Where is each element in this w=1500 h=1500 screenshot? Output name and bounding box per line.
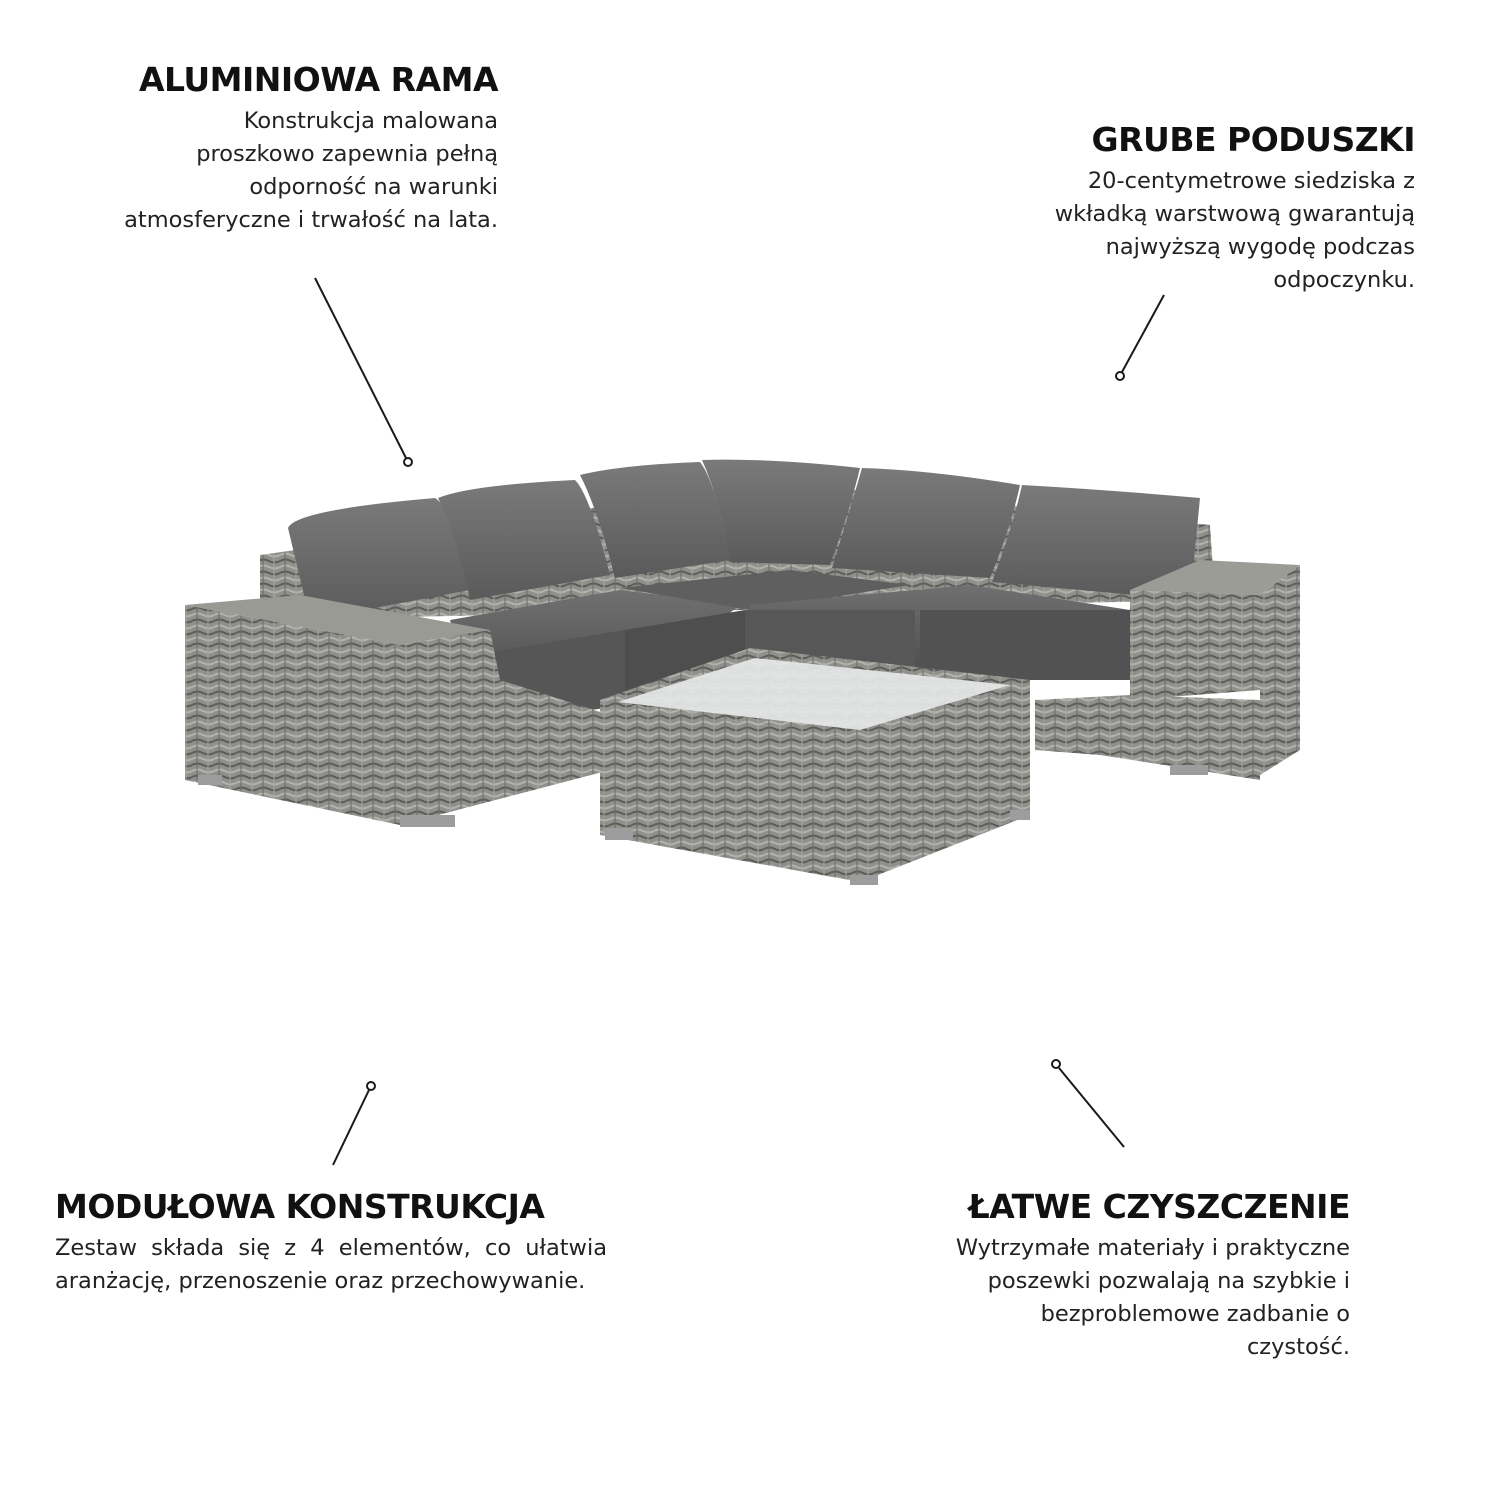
feature-title: ALUMINIOWA RAMA — [138, 60, 498, 99]
description-line: odporność na warunki — [249, 174, 498, 200]
description-line: wkładką warstwową gwarantują — [1054, 201, 1415, 227]
leader-line-modular — [333, 1090, 369, 1165]
description-line: poszewki pozwalają na szybkie i — [987, 1268, 1350, 1294]
feature-title: MODUŁOWA KONSTRUKCJA — [55, 1187, 545, 1226]
description-line: najwyższą wygodę podczas — [1105, 234, 1415, 260]
description-line: Konstrukcja malowana — [243, 108, 498, 134]
description-line: 20-centymetrowe siedziska z — [1087, 168, 1415, 194]
feature-description: Zestaw składa się z 4 elementów, co ułatwia aranżację, przenoszenie oraz przechowywanie. — [55, 1235, 607, 1294]
description-line: proszkowo zapewnia pełną — [196, 141, 498, 167]
leader-line-cushions — [1122, 295, 1164, 372]
feature-title: ŁATWE CZYSZCZENIE — [968, 1187, 1350, 1226]
leader-line-frame — [315, 278, 406, 458]
coffee-table — [600, 648, 1030, 885]
leader-dot-modular — [367, 1082, 375, 1090]
description-line: Wytrzymałe materiały i praktyczne — [955, 1235, 1350, 1261]
leader-dot-cleaning — [1052, 1060, 1060, 1068]
description-line: atmosferyczne i trwałość na lata. — [124, 207, 498, 233]
leader-line-cleaning — [1059, 1068, 1124, 1147]
description-line: czystość. — [1246, 1334, 1350, 1360]
rattan-sofa-set-image — [170, 450, 1320, 910]
description-line: odpoczynku. — [1273, 267, 1415, 293]
description-line: bezproblemowe zadbanie o — [1040, 1301, 1350, 1327]
leader-dot-cushions — [1116, 372, 1124, 380]
feature-title: GRUBE PODUSZKI — [1091, 120, 1415, 159]
